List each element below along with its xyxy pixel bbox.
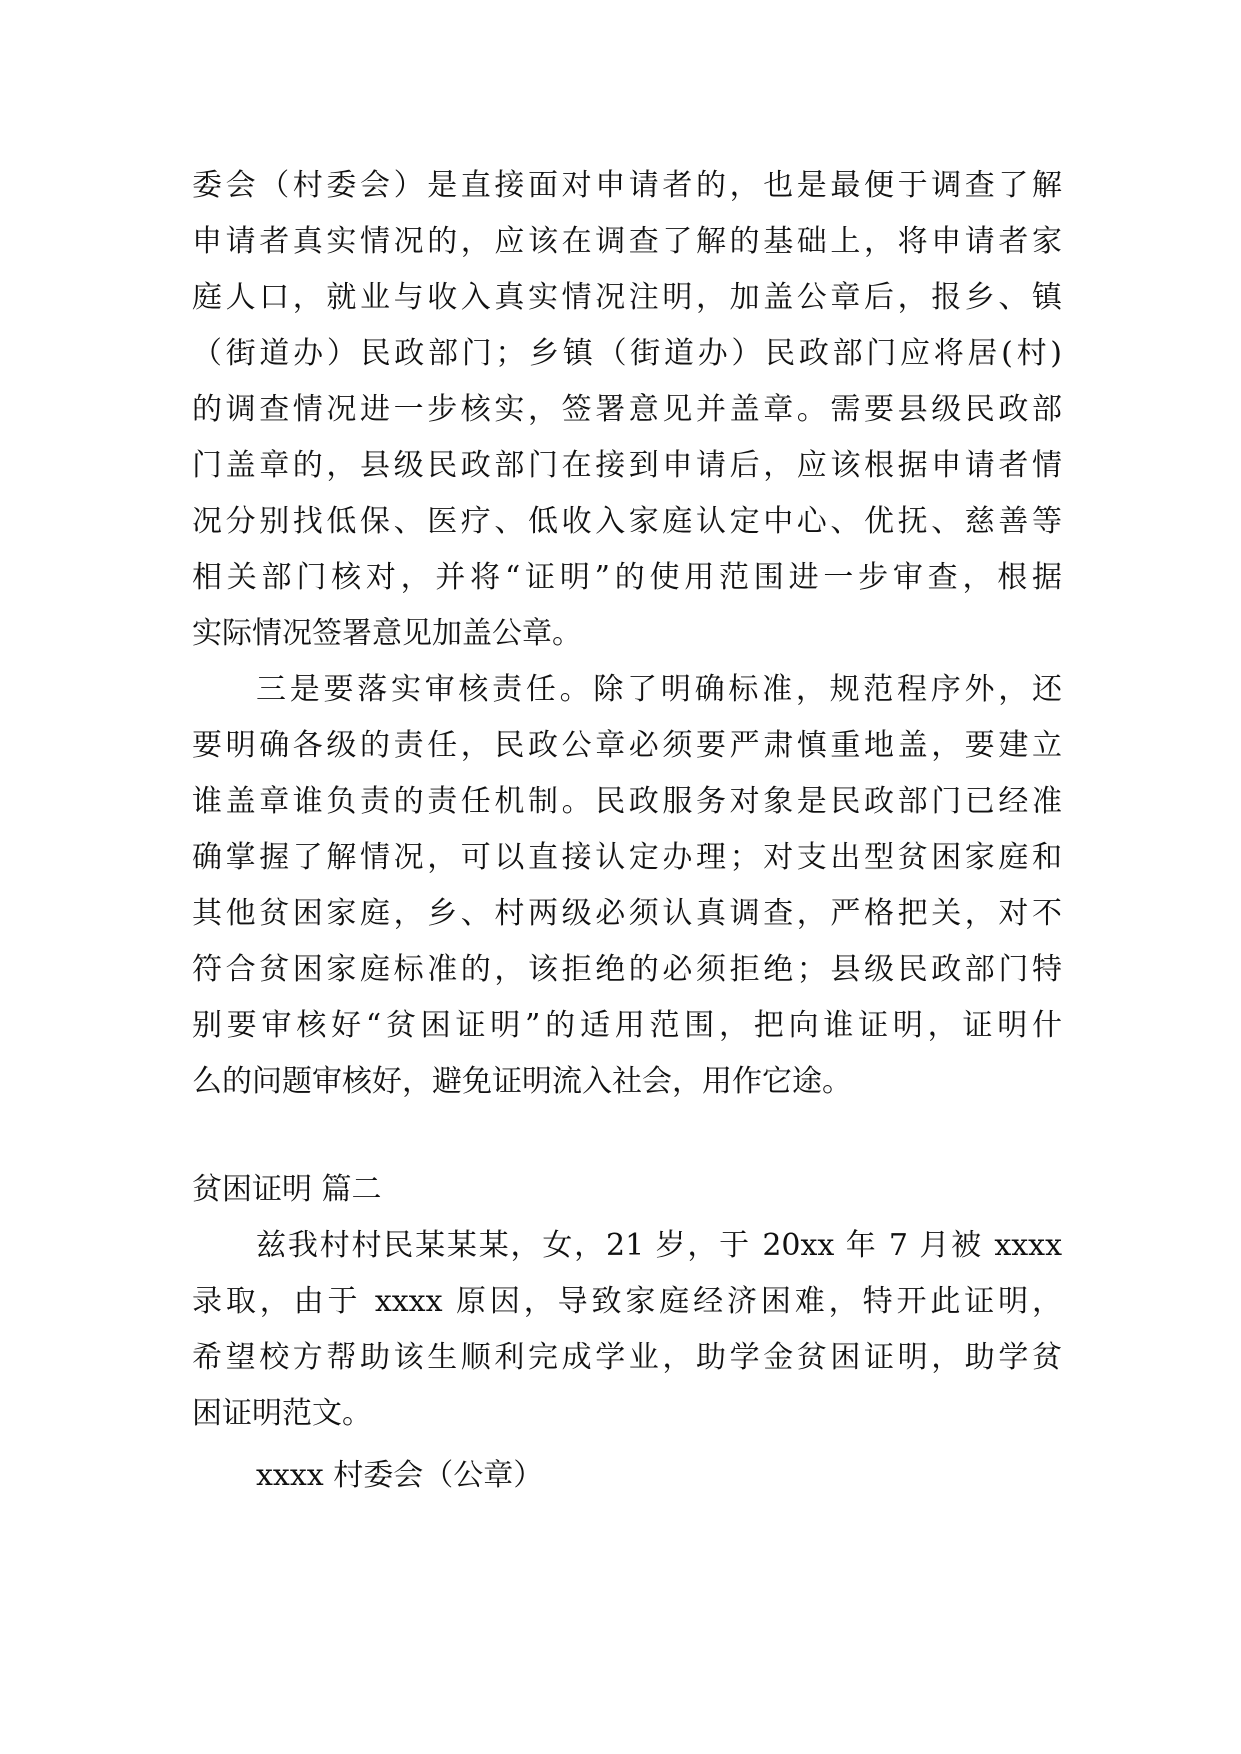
signature-line: xxxx 村委会（公章） <box>256 1458 544 1493</box>
paragraph-line: 录取，由于 xxxx 原因，导致家庭经济困难，特开此证明， <box>192 1284 1062 1319</box>
paragraph-line: 兹我村村民某某某，女，21 岁，于 20xx 年 7 月被 xxxx <box>256 1228 1062 1263</box>
paragraph-line: 的调查情况进一步核实，签署意见并盖章。需要县级民政部 <box>192 392 1062 427</box>
paragraph-line: 三是要落实审核责任。除了明确标准，规范程序外，还 <box>256 672 1062 707</box>
paragraph-line: 么的问题审核好，避免证明流入社会，用作它途。 <box>192 1064 852 1099</box>
paragraph-line: （街道办）民政部门；乡镇（街道办）民政部门应将居(村) <box>192 336 1062 371</box>
paragraph-line: 况分别找低保、医疗、低收入家庭认定中心、优抚、慈善等 <box>192 504 1062 539</box>
paragraph-line: 庭人口，就业与收入真实情况注明，加盖公章后，报乡、镇 <box>192 280 1062 315</box>
paragraph-line: 别要审核好“贫困证明”的适用范围，把向谁证明，证明什 <box>192 1008 1062 1043</box>
paragraph-line: 申请者真实情况的，应该在调查了解的基础上，将申请者家 <box>192 224 1062 259</box>
paragraph-line: 其他贫困家庭，乡、村两级必须认真调查，严格把关，对不 <box>192 896 1062 931</box>
paragraph-line: 要明确各级的责任，民政公章必须要严肃慎重地盖，要建立 <box>192 728 1062 763</box>
paragraph-line: 门盖章的，县级民政部门在接到申请后，应该根据申请者情 <box>192 448 1062 483</box>
paragraph-line: 困证明范文。 <box>192 1396 372 1431</box>
paragraph-line: 符合贫困家庭标准的，该拒绝的必须拒绝；县级民政部门特 <box>192 952 1062 987</box>
paragraph-line: 委会（村委会）是直接面对申请者的，也是最便于调查了解 <box>192 168 1062 203</box>
paragraph-line: 希望校方帮助该生顺利完成学业，助学金贫困证明，助学贫 <box>192 1340 1062 1375</box>
paragraph-line: 相关部门核对，并将“证明”的使用范围进一步审查，根据 <box>192 560 1062 595</box>
paragraph-line: 实际情况签署意见加盖公章。 <box>192 616 582 651</box>
paragraph-line: 谁盖章谁负责的责任机制。民政服务对象是民政部门已经准 <box>192 784 1062 819</box>
section-heading: 贫困证明 篇二 <box>192 1172 382 1207</box>
paragraph-line: 确掌握了解情况，可以直接认定办理；对支出型贫困家庭和 <box>192 840 1062 875</box>
